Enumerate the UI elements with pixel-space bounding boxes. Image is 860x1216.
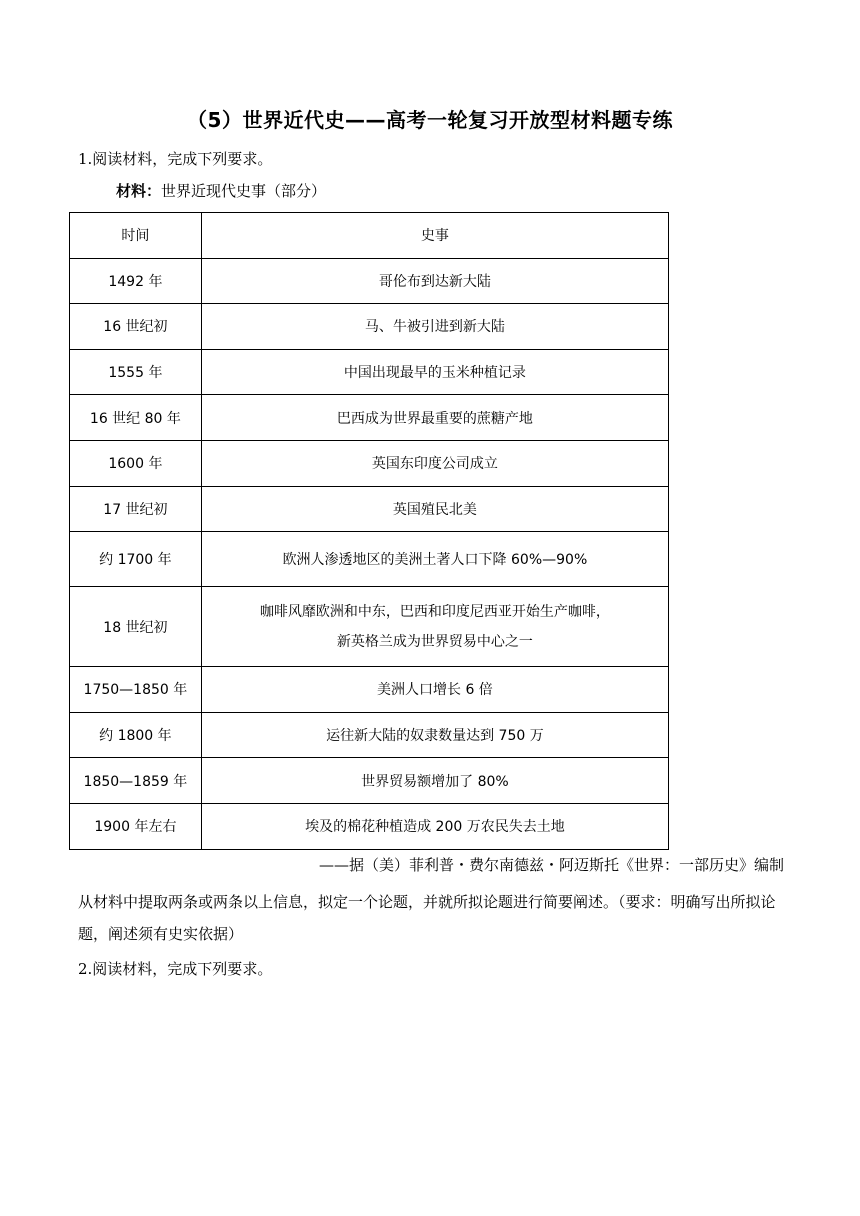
material-caption: 世界近现代史事（部分） (161, 182, 327, 200)
table-row (70, 395, 669, 441)
material-keyword: 材料： (116, 182, 162, 200)
page-title: （5）世界近代史——高考一轮复习开放型材料题专练 (187, 108, 673, 132)
row-event: 美洲人口增长 6 倍 (201, 667, 668, 713)
row-event: 英国东印度公司成立 (201, 440, 668, 486)
table-row (70, 440, 669, 486)
row-time: 18 世纪初 (70, 587, 202, 667)
row-event: 运往新大陆的奴隶数量达到 750 万 (201, 712, 668, 758)
row-time: 17 世纪初 (70, 486, 202, 532)
question-1-instruction: 从材料中提取两条或两条以上信息，拟定一个论题，并就所拟论题进行简要阐述。（要求：明确写出所拟论题，阐述须有史实依据） (78, 893, 776, 943)
row-event: 哥伦布到达新大陆 (201, 258, 668, 304)
row-event (201, 587, 668, 667)
row-event: 巴西成为世界最重要的蔗糖产地 (201, 395, 668, 441)
row-time: 16 世纪 80 年 (70, 395, 202, 441)
row-time: 16 世纪初 (70, 304, 202, 350)
table-header-row (70, 213, 669, 259)
header-event: 史事 (201, 213, 668, 259)
question-1-prompt: 1.阅读材料，完成下列要求。 (78, 150, 273, 168)
row-time: 约 1700 年 (70, 532, 202, 587)
row-event-line: 新英格兰成为世界贸易中心之一 (336, 633, 533, 650)
row-event-line: 咖啡风靡欧洲和中东，巴西和印度尼西亚开始生产咖啡， (259, 603, 610, 620)
table-row (70, 803, 669, 849)
row-time: 1492 年 (70, 258, 202, 304)
table-row (70, 486, 669, 532)
table-row (70, 258, 669, 304)
row-time: 1750—1850 年 (70, 667, 202, 713)
row-time: 1850—1859 年 (70, 758, 202, 804)
row-event: 埃及的棉花种植造成 200 万农民失去土地 (201, 803, 668, 849)
row-time: 1900 年左右 (70, 803, 202, 849)
header-time: 时间 (70, 213, 202, 259)
row-event: 欧洲人渗透地区的美洲土著人口下降 60%—90% (201, 532, 668, 587)
row-event: 英国殖民北美 (201, 486, 668, 532)
table-row (70, 304, 669, 350)
row-event: 世界贸易额增加了 80% (201, 758, 668, 804)
question-2-prompt: 2.阅读材料，完成下列要求。 (78, 960, 273, 978)
source-citation: ——据（美）菲利普・费尔南德兹・阿迈斯托《世界：一部历史》编制 (318, 856, 784, 874)
history-events-table (69, 212, 669, 850)
table-row (70, 758, 669, 804)
row-time: 约 1800 年 (70, 712, 202, 758)
table-row (70, 667, 669, 713)
table-row (70, 712, 669, 758)
row-time: 1600 年 (70, 440, 202, 486)
row-time: 1555 年 (70, 349, 202, 395)
row-event: 中国出现最早的玉米种植记录 (201, 349, 668, 395)
row-event: 马、牛被引进到新大陆 (201, 304, 668, 350)
table-row (70, 587, 669, 667)
table-row (70, 349, 669, 395)
table-row (70, 532, 669, 587)
material-label (116, 180, 326, 201)
